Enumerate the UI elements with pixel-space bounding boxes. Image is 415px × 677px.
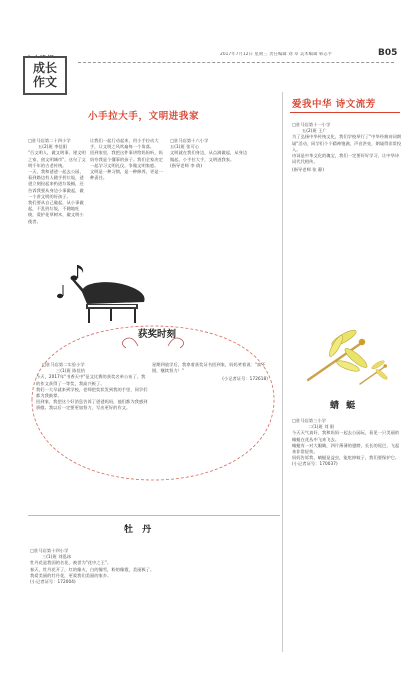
dragonfly-byline-2: 二(1)班 刘 阳	[308, 424, 335, 430]
dragonfly-para-3: 妈妈告诉我，蜻蜓是益虫，能吃掉蚊子，我们要保护它。	[292, 455, 400, 461]
right-headline: 爱我中华 诗文流芳	[292, 99, 376, 110]
date-line: 2017年7月12日 星期三 责任编辑 刘 卓 美术编辑 韩志平	[220, 52, 333, 57]
main-right-byline-2: 五(1)班 张可心	[170, 144, 200, 150]
masthead-logo	[24, 46, 62, 56]
main-right-para-1: 文明就在我们身边，从点滴做起，从身边做起，小手拉大手，文明进我家。	[170, 150, 248, 162]
poem-teacher: (指导老师 张 静)	[292, 167, 325, 173]
poem-article	[292, 122, 402, 322]
harvest-article-right	[152, 362, 268, 474]
dragonfly-article	[292, 418, 402, 648]
poem-byline-2: 五(2)班 王广	[302, 128, 327, 134]
main-left-para-3: 我们要从自己做起，从小事做起，不乱扔垃圾，不随地吐痰，爱护花草树木，做文明小使者。	[28, 200, 84, 224]
header-rule	[78, 62, 394, 63]
main-article-left	[28, 138, 86, 278]
harvest-para-4: 星期四放学后，我拿着获奖证书回到家，妈妈笑着说："真不错，继续努力！"	[152, 362, 266, 374]
harvest-reporter-id: (小记者证号：172618)	[222, 376, 268, 382]
page-code: B05	[378, 48, 398, 58]
peony-byline-1: □驻马店第十四小学	[30, 548, 69, 553]
harvest-para-2: 我们一大早就来到学校，老师把奖状发到我的手里，同学们都为我鼓掌。	[36, 386, 148, 399]
peony-para-3: 我爱美丽的牡丹花，更爱我们美丽的家乡。	[30, 572, 112, 578]
dragonfly-headline: 蜻 蜓	[330, 401, 358, 411]
main-mid-para-2: 回到家里，我把这件事讲给妈妈听，妈妈夸我是个懂事的孩子。我们全家决定一起学习文明礼仪，争做文明家庭。	[90, 150, 163, 168]
main-left-para-2: 一天，我和爸爸一起去公园，看到路边有人随手扔垃圾，爸爸立刻捡起来扔进垃圾桶，还告诉我要从身边小事做起，做一个讲文明的好孩子。	[28, 169, 84, 199]
peony-headline: 牡 丹	[124, 525, 155, 535]
dragonfly-byline-1: □驻马店第三小学	[292, 418, 327, 423]
grand-piano-icon	[72, 279, 145, 323]
right-headline-rule	[290, 112, 400, 113]
peony-reporter-id: (小记者证号：172004)	[30, 579, 76, 585]
peony-para-1: 牡丹花是我国的名花，被誉为"花中之王"。	[30, 560, 112, 566]
peony-article	[30, 548, 278, 653]
main-right-byline-1: □驻马店第十六小学	[170, 138, 209, 143]
main-article-right	[170, 138, 250, 278]
main-left-byline-1: □驻马店第二十四小学	[28, 138, 71, 143]
section-title-2: 作文	[32, 75, 57, 89]
main-left-byline-2: 五(2)班 李佳阳	[38, 144, 68, 150]
section-title-1: 成长	[32, 61, 57, 75]
harvest-byline-2: 三(1)班 陈佳怡	[56, 368, 86, 374]
section-label	[25, 58, 65, 93]
harvest-para-1: 今天，2017年"书香天中"征文比赛的获奖名单公布了，我的作文获得了一等奖，我高兴极了。	[36, 374, 146, 386]
peony-byline-2: 三(1)班 刘泓冰	[42, 554, 72, 560]
main-mid-para-3: 文明是一种习惯，是一种修养，更是一种责任。	[90, 169, 163, 181]
main-right-teacher: (指导老师 李 倩)	[170, 162, 203, 168]
harvest-byline-1: □驻马店第二实验小学	[42, 362, 85, 367]
music-note-icon	[57, 265, 83, 298]
main-left-para-1: "百文明人，做文明事，建文明之家，创文明城市"，这句了文明千年的古老传统。	[28, 150, 86, 168]
harvest-article-left	[36, 362, 148, 474]
dragonfly-para-2: 蜻蜓有一对大眼睛，四片薄薄的翅膀，长长的尾巴，飞起来非常轻快。	[292, 442, 400, 455]
poem-byline-1: □驻马店第十一小学	[292, 122, 331, 127]
poem-para-1: 为了弘扬中华传统文化，我们学校举行了"中华经典诗词朗诵"活动，同学们个个精神饱满，声音洪亮，朗诵得非常投入。	[292, 134, 402, 152]
dragonfly-para-1: 今天天气真好，我和妈妈一起去公园玩，看见一只美丽的蜻蜓在花丛中飞来飞去。	[292, 430, 400, 442]
harvest-headline: 获奖时刻	[138, 329, 177, 340]
column-divider	[282, 92, 283, 652]
dragonfly-reporter-id: (小记者证号：170037)	[292, 461, 338, 467]
section-divider	[28, 515, 280, 516]
peony-para-2: 春天，牡丹花开了，红的像火，白的像雪，粉的像霞，美丽极了。	[30, 566, 155, 572]
main-mid-para-1: 让我们一起行动起来，用小手拉动大手，让文明之风吹遍每一个角落。	[90, 138, 159, 150]
dragonfly-illustration	[300, 322, 400, 394]
main-article-mid	[90, 138, 166, 278]
harvest-para-3: 回到家，我把这个好消息告诉了爸爸妈妈，他们都为我感到骄傲。我以后一定要更加努力，写出更好的作文。	[36, 399, 148, 411]
poem-para-2: 诗词是中华文化的瑰宝，我们一定要好好学习，让中华诗词代代相传。	[292, 153, 400, 165]
dragonfly-icon	[308, 328, 369, 380]
main-headline: 小手拉大手，文明进我家	[88, 111, 200, 122]
